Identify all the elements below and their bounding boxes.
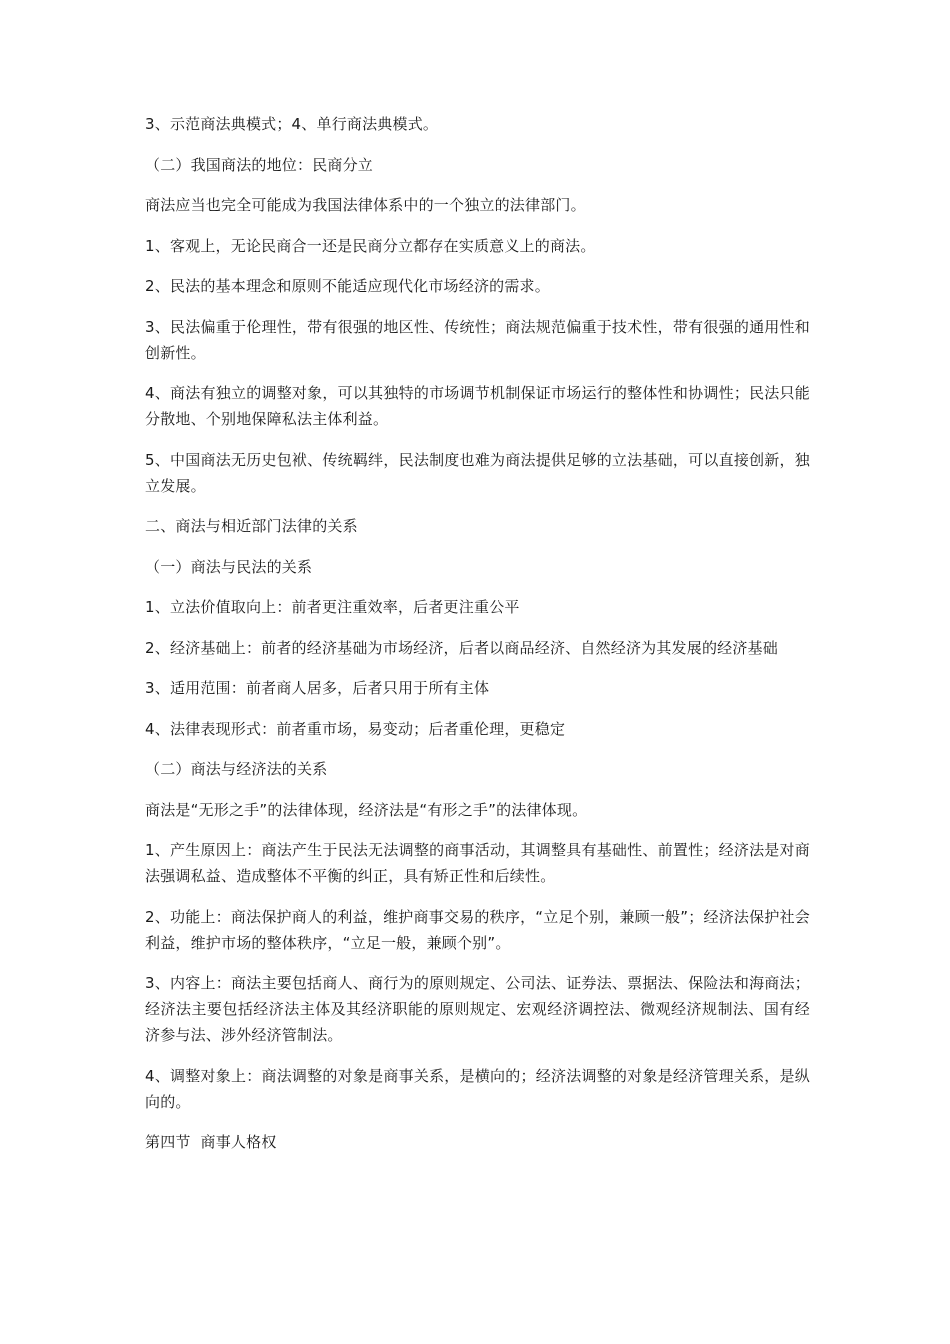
list-item-adjustment-object: 4、商法有独立的调整对象，可以其独特的市场调节机制保证市场运行的整体性和协调性；民法只能分散地、个别地保障私法主体利益。 — [145, 384, 810, 428]
section-heading-section-four: 第四节 商事人格权 — [145, 1133, 277, 1151]
list-item-scope: 3、适用范围：前者商人居多，后者只用于所有主体 — [145, 679, 490, 697]
subheading-commercial-vs-economic: （二）商法与经济法的关系 — [145, 760, 328, 778]
section-heading-related-laws: 二、商法与相近部门法律的关系 — [145, 517, 358, 535]
list-item-value-orientation: 1、立法价值取向上：前者更注重效率，后者更注重公平 — [145, 598, 520, 616]
list-item-civil-law-concepts: 2、民法的基本理念和原则不能适应现代化市场经济的需求。 — [145, 277, 550, 295]
list-item-adjustment-target: 4、调整对象上：商法调整的对象是商事关系，是横向的；经济法调整的对象是经济管理关系，是纵向的。 — [145, 1066, 810, 1111]
subheading-status-of-commercial-law: （二）我国商法的地位：民商分立 — [145, 155, 374, 174]
list-item-origin: 1、产生原因上：商法产生于民法无法调整的商事活动，其调整具有基础性、前置性；经济法是对商法强调私益、造成整体不平衡的纠正，具有矫正性和后续性。 — [145, 841, 810, 885]
subheading-commercial-vs-civil: （一）商法与民法的关系 — [145, 557, 313, 576]
list-item-objective: 1、客观上，无论民商合一还是民商分立都存在实质意义上的商法。 — [145, 236, 596, 255]
list-item-content: 3、内容上：商法主要包括商人、商行为的原则规定、公司法、证券法、票据法、保险法和海商法；经济法主要包括经济法主体及其经济职能的原则规定、宏观经济调控法、微观经济规制法、国有经济参与法、涉外经济管制法。 — [145, 974, 810, 1044]
list-item-ethics-vs-technique: 3、民法偏重于伦理性，带有很强的地区性、传统性；商法规范偏重于技术性，带有很强的通用性和创新性。 — [145, 317, 810, 362]
paragraph-model-list: 3、示范商法典模式；4、单行商法典模式。 — [145, 115, 439, 133]
list-item-economic-basis: 2、经济基础上：前者的经济基础为市场经济，后者以商品经济、自然经济为其发展的经济基础 — [145, 638, 778, 657]
paragraph-invisible-visible-hand: 商法是“无形之手”的法律体现，经济法是“有形之手”的法律体现。 — [145, 800, 588, 819]
list-item-legal-form: 4、法律表现形式：前者重市场，易变动；后者重伦理，更稳定 — [145, 719, 566, 738]
list-item-no-historical-burden: 5、中国商法无历史包袱、传统羁绊，民法制度也难为商法提供足够的立法基础，可以直接创新，独立发展。 — [145, 450, 810, 495]
document-page — [145, 111, 810, 1170]
list-item-function: 2、功能上：商法保护商人的利益，维护商事交易的秩序，“立足个别，兼顾一般”；经济法保护社会利益，维护市场的整体秩序，“立足一般，兼顾个别”。 — [145, 907, 810, 952]
paragraph-independent-department: 商法应当也完全可能成为我国法律体系中的一个独立的法律部门。 — [145, 196, 586, 214]
